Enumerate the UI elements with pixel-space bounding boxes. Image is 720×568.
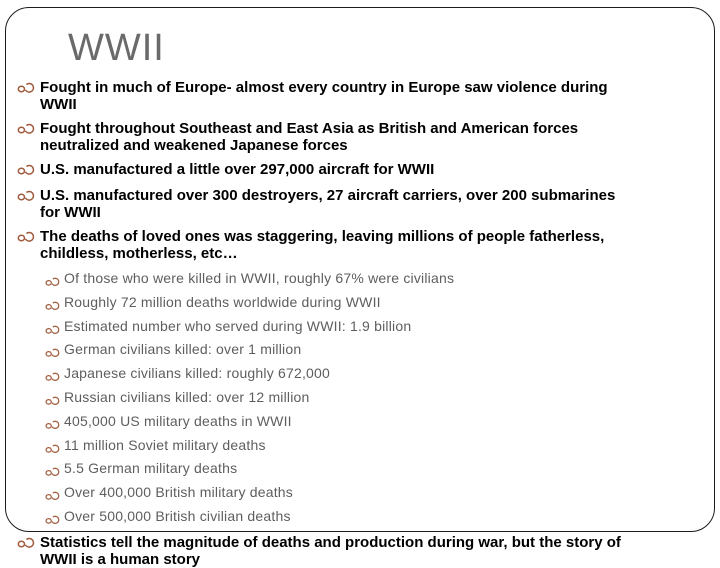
- bullet-item: [17, 187, 708, 221]
- bullet-text: [64, 340, 301, 360]
- bullet-icon: [45, 416, 60, 436]
- slide-frame: [5, 7, 715, 568]
- bullet-line: The deaths of loved ones was staggering, leaving millions of people fatherless,: [40, 228, 605, 245]
- bullet-line: Russian civilians killed: over 12 million: [64, 388, 310, 405]
- sub-bullet-item: [45, 293, 708, 317]
- bullet-line: Over 500,000 British civilian deaths: [64, 507, 291, 524]
- bullet-text: [64, 317, 411, 337]
- bullet-text: [64, 459, 237, 479]
- bullet-line: 5.5 German military deaths: [64, 460, 238, 477]
- bullet-line: Estimated number who served during WWII: 1.9 billion: [64, 317, 412, 334]
- bullet-line: childless, motherless, etc…: [40, 245, 238, 262]
- bullet-icon: [45, 273, 60, 293]
- bullet-text: [40, 161, 434, 178]
- bullet-item: [17, 534, 708, 568]
- bullet-icon: [45, 487, 60, 507]
- bullet-text: [40, 120, 578, 154]
- sub-bullet-item: [45, 317, 708, 341]
- bullet-line: for WWII: [40, 204, 101, 221]
- bullet-text: [64, 388, 310, 408]
- bullet-line: Japanese civilians killed: roughly 672,000: [64, 365, 331, 382]
- bullet-icon: [17, 536, 35, 553]
- bullet-line: Fought throughout Southeast and East Asia as British and American forces: [40, 120, 579, 137]
- bullet-item: [17, 161, 708, 180]
- bullet-text: [64, 507, 291, 527]
- bullet-text: [64, 364, 330, 384]
- bullet-item: [17, 120, 708, 154]
- sub-bullet-item: [45, 483, 708, 507]
- bullet-item: [17, 79, 708, 113]
- sub-bullet-item: [45, 412, 708, 436]
- bullet-text: [64, 436, 266, 456]
- bullet-line: U.S. manufactured a little over 297,000 aircraft for WWII: [40, 161, 435, 178]
- bullet-line: 405,000 US military deaths in WWII: [64, 412, 292, 429]
- bullet-text: [64, 483, 293, 503]
- bullet-icon: [45, 368, 60, 388]
- bullet-icon: [45, 344, 60, 364]
- bullet-line: WWII: [40, 96, 77, 113]
- slide-title: WWII: [68, 27, 165, 69]
- bullet-icon: [17, 163, 35, 180]
- bullet-line: Of those who were killed in WWII, roughly 67% were civilians: [64, 270, 455, 286]
- sub-bullet-item: [45, 459, 708, 483]
- bullet-icon: [45, 463, 60, 483]
- bullet-list: [17, 79, 708, 568]
- bullet-line: Statistics tell the magnitude of deaths and production during war, but the story of: [40, 533, 621, 551]
- bullet-line: neutralized and weakened Japanese forces: [40, 137, 348, 154]
- bullet-line: U.S. manufactured over 300 destroyers, 27 aircraft carriers, over 200 submarines: [40, 187, 616, 204]
- bullet-icon: [45, 440, 60, 460]
- bullet-text: [40, 187, 615, 221]
- sub-bullet-item: [45, 507, 708, 531]
- bullet-line: Fought in much of Europe- almost every country in Europe saw violence during: [40, 79, 608, 96]
- sub-bullet-item: [45, 340, 708, 364]
- bullet-line: Over 400,000 British military deaths: [64, 484, 293, 501]
- bullet-icon: [45, 297, 60, 317]
- bullet-icon: [17, 189, 35, 206]
- bullet-text: [40, 79, 608, 113]
- bullet-icon: [17, 122, 35, 139]
- bullet-icon: [45, 392, 60, 412]
- bullet-icon: [17, 81, 35, 98]
- sub-bullet-item: [45, 388, 708, 412]
- bullet-text: [64, 412, 292, 432]
- sub-bullet-item: [45, 269, 708, 293]
- bullet-item: [17, 228, 708, 262]
- bullet-line: German civilians killed: over 1 million: [64, 341, 302, 358]
- bullet-icon: [17, 230, 35, 247]
- sub-bullet-item: [45, 436, 708, 460]
- bullet-text: [40, 228, 604, 262]
- bullet-text: [64, 269, 454, 289]
- bullet-icon: [45, 321, 60, 341]
- bullet-line: WWII is a human story: [40, 550, 201, 568]
- bullet-text: [40, 534, 621, 568]
- bullet-text: [64, 293, 381, 313]
- bullet-line: Roughly 72 million deaths worldwide during WWII: [64, 293, 381, 310]
- bullet-icon: [45, 511, 60, 531]
- bullet-line: 11 million Soviet military deaths: [64, 436, 266, 453]
- sub-bullet-item: [45, 364, 708, 388]
